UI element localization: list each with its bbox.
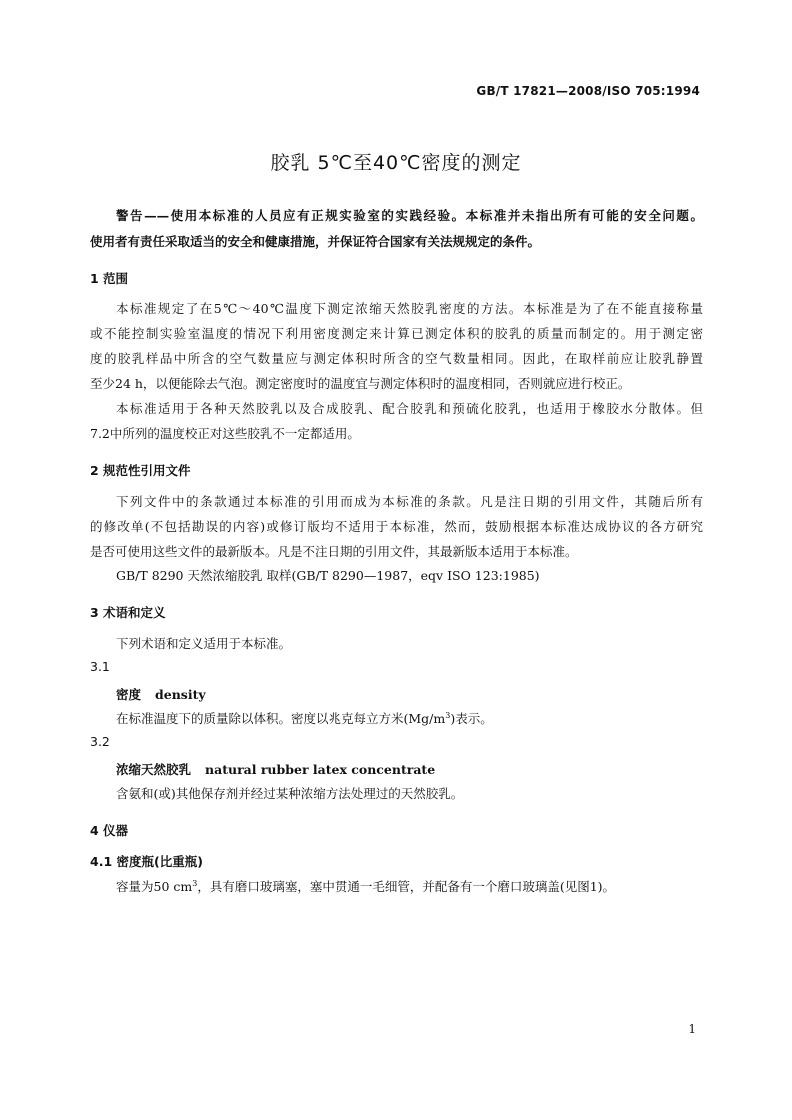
s1-p1-line-4: 至少24 h，以便能除去气泡。测定密度时的温度宜与测定体积时的温度相同，否则就应进行校正。 [90, 376, 631, 391]
subsection-4-1-text: 容量为50 $cm^3$，具有磨口玻璃塞，塞中贯通一毛细管，并配备有一个磨口玻璃盖(见图1)。 [116, 878, 616, 894]
s1-p2-line-1: 本标准适用于各种天然胶乳以及合成胶乳、配合胶乳和预硫化胶乳，也适用于橡胶水分散体。但 [116, 401, 703, 416]
warning-line-2: 使用者有责任采取适当的安全和健康措施，并保证符合国家有关法规规定的条件。 [90, 234, 541, 249]
document-title: 胶乳 5℃至40℃密度的测定 [270, 152, 522, 174]
standard-number: GB/T 17821—2008/ISO 705:1994 [476, 84, 700, 98]
term-3-1-definition: 在标准温度下的质量除以体积。密度以兆克每立方米$(Mg/m^3)$表示。 [116, 710, 493, 726]
term-3-1-number: 3.1 [90, 659, 110, 674]
section-4-heading: 4 仪器 [90, 823, 129, 838]
section-1-heading: 1 范围 [90, 271, 129, 286]
s1-p2-line-2: 7.2中所列的温度校正对这些胶乳不一定都适用。 [90, 426, 360, 441]
term-3-1 [116, 684, 206, 703]
s2-p1-line-1: 下列文件中的条款通过本标准的引用而成为本标准的条款。凡是注日期的引用文件，其随后所有 [116, 494, 703, 509]
s1-p1-line-2: 或不能控制实验室温度的情况下利用密度测定来计算已测定体积的胶乳的质量而制定的。用于测定密 [90, 326, 703, 341]
normative-reference: GB/T 8290 天然浓缩胶乳 取样(GB/T 8290—1987，eqv ISO 123:1985) [116, 568, 540, 583]
term-3-2-definition: 含氨和(或)其他保存剂并经过某种浓缩方法处理过的天然胶乳。 [116, 786, 464, 801]
section-2-heading: 2 规范性引用文件 [90, 463, 191, 478]
term-3-2 [116, 759, 435, 778]
term-3-1-cn: 密度 [116, 687, 142, 702]
s2-p1-line-3: 是否可使用这些文件的最新版本。凡是不注日期的引用文件，其最新版本适用于本标准。 [90, 544, 578, 559]
warning-line-1: 警告——使用本标准的人员应有正规实验室的实践经验。本标准并未指出所有可能的安全问题。 [116, 208, 703, 223]
term-3-1-en: density [155, 687, 206, 702]
s1-p1-line-1: 本标准规定了在5℃～40℃温度下测定浓缩天然胶乳密度的方法。本标准是为了在不能直接称量 [116, 301, 703, 316]
s1-p1-line-3: 度的胶乳样品中所含的空气数量应与测定体积时所含的空气数量相同。因此，在取样前应让胶乳静置 [90, 351, 703, 366]
subsection-4-1-heading: 4.1 密度瓶(比重瓶) [90, 854, 203, 869]
term-3-2-en: natural rubber latex concentrate [205, 762, 436, 777]
page-number: 1 [688, 1022, 696, 1036]
s3-intro: 下列术语和定义适用于本标准。 [116, 636, 292, 651]
term-3-2-cn: 浓缩天然胶乳 [116, 762, 192, 777]
section-3-heading: 3 术语和定义 [90, 605, 166, 620]
s2-p1-line-2: 的修改单(不包括勘误的内容)或修订版均不适用于本标准，然而，鼓励根据本标准达成协议的各方研究 [90, 519, 703, 534]
term-3-2-number: 3.2 [90, 734, 110, 749]
